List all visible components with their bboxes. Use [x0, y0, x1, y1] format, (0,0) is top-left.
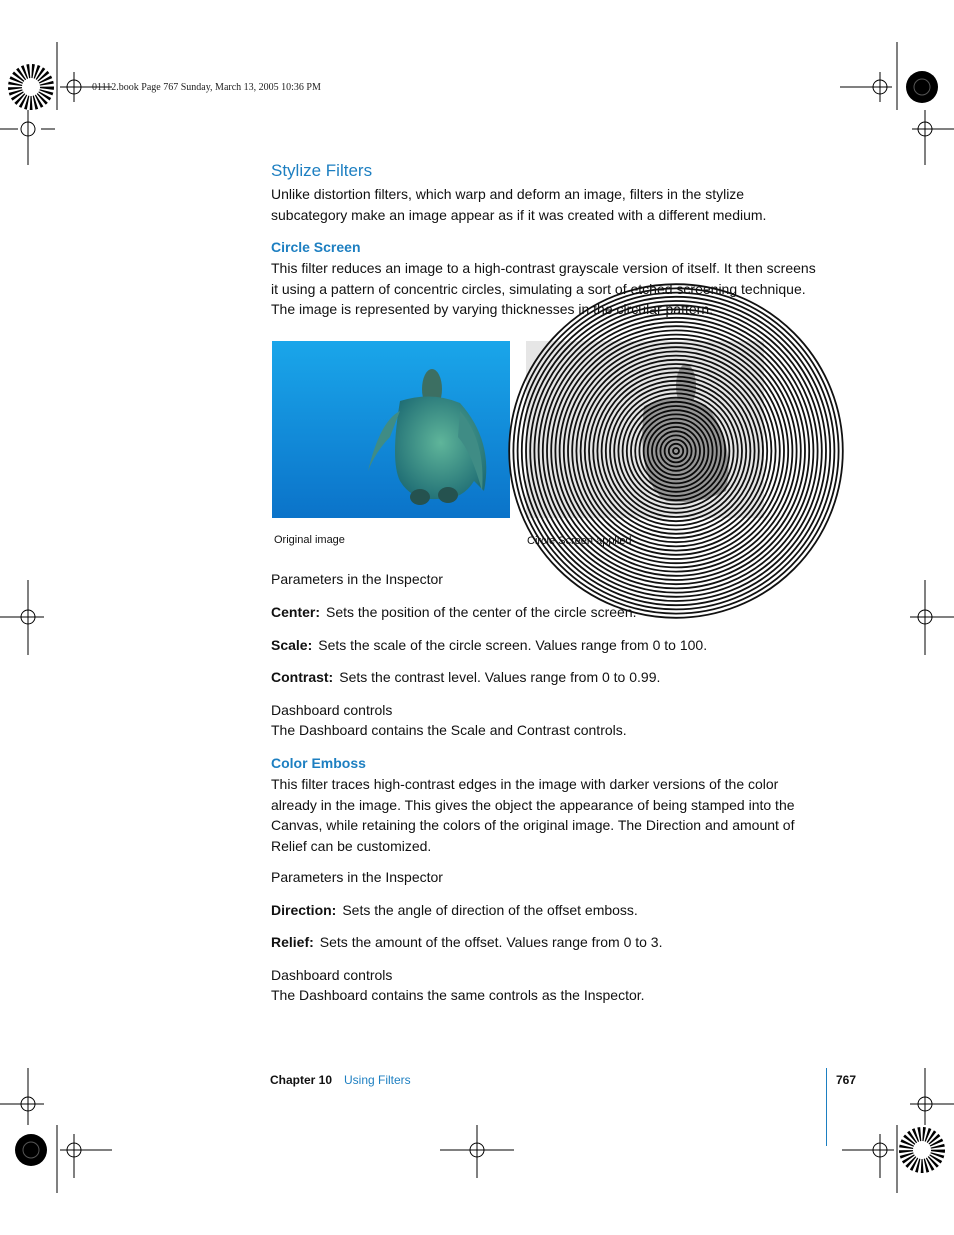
- color-emboss-description: [271, 774, 831, 856]
- description-line: This filter traces high-contrast edges in the image with darker versions of the color: [271, 776, 779, 792]
- circle-screen-params-heading: Parameters in the Inspector: [271, 571, 443, 587]
- page-number: 767: [836, 1073, 857, 1087]
- applied-image-caption: Circle Screen applied: [527, 535, 632, 547]
- intro-line: subcategory make an image appear as if it was created with a different medium.: [271, 206, 767, 223]
- circle-screen-dashboard-text: The Dashboard contains the Scale and Contrast controls.: [271, 722, 627, 738]
- param-desc: Sets the angle of direction of the offset emboss.: [342, 902, 638, 918]
- original-turtle-image: [272, 341, 510, 518]
- description-line: it using a pattern of concentric circles, simulating a sort of etched screening technique.: [271, 280, 806, 297]
- color-emboss-dashboard-text: The Dashboard contains the same controls as the Inspector.: [271, 987, 645, 1003]
- param-desc: Sets the amount of the offset. Values range from 0 to 3.: [319, 934, 663, 950]
- param-direction: [271, 902, 638, 918]
- param-term: Direction:: [271, 902, 337, 918]
- param-term: Contrast:: [271, 669, 334, 685]
- color-emboss-dashboard-heading: Dashboard controls: [271, 967, 393, 983]
- param-term: Relief:: [271, 934, 314, 950]
- circle-screen-result-image: [526, 341, 764, 518]
- param-center: [271, 604, 637, 620]
- param-term: Scale:: [271, 637, 313, 653]
- param-desc: Sets the scale of the circle screen. Values range from 0 to 100.: [318, 637, 708, 653]
- param-relief: [271, 934, 662, 950]
- param-contrast: [271, 669, 660, 685]
- description-line: This filter reduces an image to a high-contrast grayscale version of itself. It then screens: [271, 260, 816, 276]
- param-desc: Sets the position of the center of the circle screen.: [326, 604, 637, 620]
- description-line: The image is represented by varying thicknesses in the circular pattern.: [271, 301, 713, 317]
- description-line: Canvas, while retaining the colors of the original image. The Direction and amount of: [271, 817, 795, 833]
- color-emboss-params-heading: Parameters in the Inspector: [271, 869, 443, 885]
- circle-screen-heading: Circle Screen: [271, 239, 361, 255]
- footer-divider: [826, 1068, 827, 1146]
- param-term: Center:: [271, 604, 321, 620]
- circle-screen-dashboard-heading: Dashboard controls: [271, 702, 393, 718]
- footer-chapter-label: Chapter 10: [270, 1073, 333, 1087]
- param-scale: [271, 637, 707, 653]
- section-intro: [271, 184, 831, 225]
- intro-line: Unlike distortion filters, which warp and deform an image, filters in the stylize: [271, 186, 745, 202]
- color-emboss-heading: Color Emboss: [271, 755, 366, 771]
- description-line: already in the image. This gives the object the appearance of being stamped into the: [271, 796, 795, 813]
- section-title: Stylize Filters: [271, 161, 373, 180]
- description-line: Relief can be customized.: [271, 837, 432, 854]
- footer-section-link[interactable]: Using Filters: [344, 1073, 411, 1087]
- param-desc: Sets the contrast level. Values range from 0 to 0.99.: [339, 669, 661, 685]
- print-slug-line: 01112.book Page 767 Sunday, March 13, 2005 10:36 PM: [92, 82, 321, 93]
- original-image-caption: Original image: [274, 534, 345, 546]
